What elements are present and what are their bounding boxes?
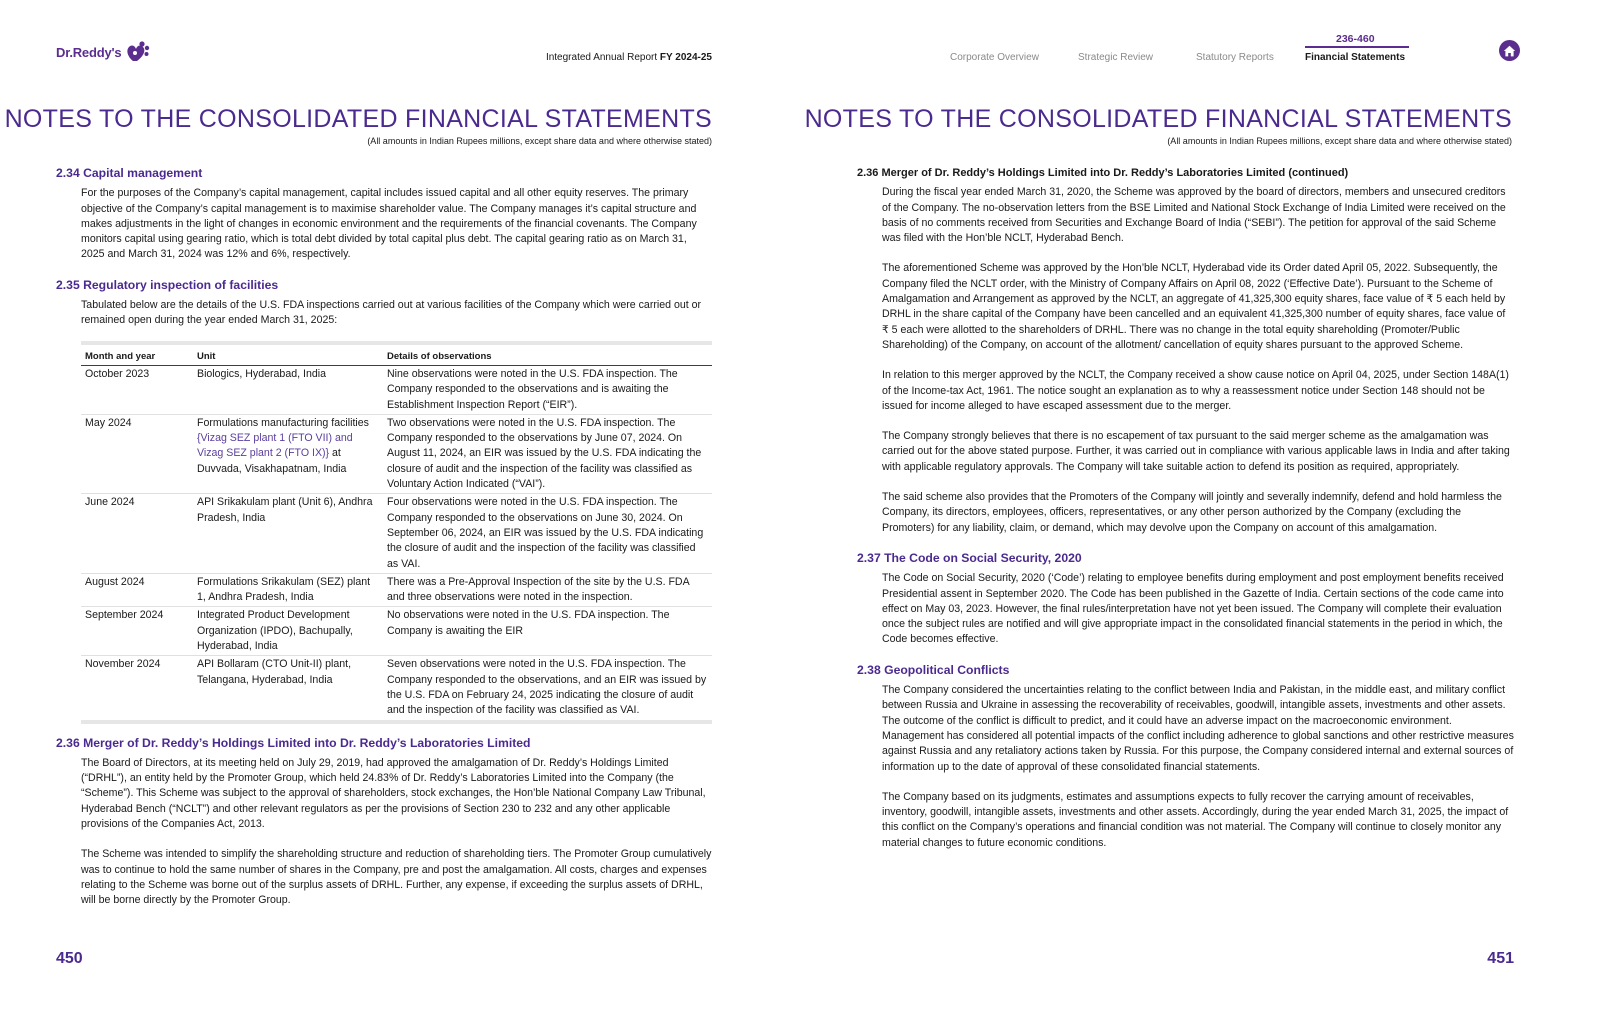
cell-month: October 2023 <box>81 365 193 414</box>
nav-statutory-reports[interactable]: Statutory Reports <box>1196 52 1274 63</box>
home-icon[interactable] <box>1499 40 1520 61</box>
cell-month: September 2024 <box>81 607 193 656</box>
home-glyph-icon <box>1503 45 1516 57</box>
page-heading: NOTES TO THE CONSOLIDATED FINANCIAL STATEMENTS <box>4 105 712 133</box>
table-row <box>81 656 712 720</box>
section-2-37-body: The Code on Social Security, 2020 (‘Code’) relating to employee benefits during employment and post employment benefits received Presidential assent in September 2020. The Code has been published in the Gazette of India. Certain sections of the code came into effect on May 03, 2023. However, the final rules/interpretation have not yet been issued. The Company will complete their evaluation once the subject rules are notified and will give appropriate impact in the consolidated financial statements in the period in which, the Code becomes effective. <box>882 572 1504 646</box>
cell-details: There was a Pre-Approval Inspection of the site by the U.S. FDA and three observations were noted in the inspection. <box>383 573 712 607</box>
table-row <box>81 607 712 656</box>
cell-unit-pre: Formulations manufacturing facilities <box>197 416 369 429</box>
nav-active-page-range: 236-460 <box>1336 33 1375 45</box>
section-2-37-title: 2.37 The Code on Social Security, 2020 <box>857 550 1082 565</box>
section-2-34-body: For the purposes of the Company’s capital management, capital includes issued capital and all other equity reserves. The primary objective of the Company’s capital management is to maximise shareholder value. The Company manages it’s capital structure and makes adjustments in the light of changes in economic environment and the requirements of the financial covenants. The Company monitors capital using gearing ratio, which is total debt divided by total capital plus debt. The capital gearing ratio as on March 31, 2025 and March 31, 2024 was 12% and 6%, respectively. <box>81 187 697 261</box>
cell-unit: API Srikakulam plant (Unit 6), Andhra Pradesh, India <box>193 494 383 573</box>
cell-unit: Biologics, Hyderabad, India <box>193 365 383 414</box>
cell-details: Seven observations were noted in the U.S. FDA inspection. The Company responded to the observations, and an EIR was issued by the U.S. FDA on February 24, 2025 indicating the closure of audit and the inspection of the facility was classified as VAI. <box>387 658 707 717</box>
section-2-36-continued-para-3: In relation to this merger approved by the NCLT, the Company received a show cause notice on April 04, 2025, under Section 148A(1) of the Income-tax Act, 1961. The notice sought an explanation as to why a reassessment notice under Section 148 should not be issued for income alleged to have escaped assessment due to the merger. <box>882 369 1509 412</box>
report-title-prefix: Integrated Annual Report <box>545 52 658 63</box>
cell-unit: Integrated Product Development Organization (IPDO), Bachupally, Hyderabad, India <box>193 607 383 656</box>
section-2-36-continued-title: 2.36 Merger of Dr. Reddy’s Holdings Limited into Dr. Reddy’s Laboratories Limited (continued) <box>857 167 1349 179</box>
section-2-38-para-2: The Company based on its judgments, estimates and assumptions expects to fully recover the carrying amount of receivables, inventory, goodwill, intangible assets, investments and other assets. Accordingly, during the year ended March 31, 2025, the impact of this conflict on the Company’s operations and financial condition was not material. The Company will continue to closely monitor any material changes to future economic conditions. <box>882 790 1509 849</box>
cell-month: June 2024 <box>81 494 193 573</box>
cell-month: November 2024 <box>85 658 161 671</box>
table-row <box>81 414 712 493</box>
amounts-note: (All amounts in Indian Rupees millions, except share data and where otherwise stated) <box>367 136 712 146</box>
section-2-36-continued-para-2: The aforementioned Scheme was approved by the Hon’ble NCLT, Hyderabad vide its Order dated April 05, 2022. Subsequently, the Company filed the NCLT order, with the Ministry of Company Affairs on April 08, 2022 (‘Effective Date’). Pursuant to the Scheme of Amalgamation and Arrangement as approved by the NCLT, an aggregate of 41,325,300 equity shares, face value of ₹ 5 each held by DRHL in the share capital of the Company have been cancelled and an equivalent 41,325,300 number of equity shares, face value of ₹ 5 each were allotted to the shareholders of DRHL. There was no change in the total equity shareholding (Promoter/Public Shareholding) of the Company, on account of the allotment/ cancellation of equity shares pursuant to the approved Scheme. <box>882 262 1506 351</box>
section-2-36-para-2: The Scheme was intended to simplify the shareholding structure and reduction of shareholding tiers. The Promoter Group cumulatively was to continue to hold the same number of shares in the Company, pre and post the amalgamation. All costs, charges and expenses relating to the Scheme was borne out of the surplus assets of DRHL. Further, any expense, if exceeding the surplus assets of DRHL, will be borne directly by the Promoter Group. <box>81 848 712 907</box>
logo-mark-icon <box>124 40 150 64</box>
cell-unit-post: at Duvvada, Visakhapatnam, India <box>197 447 347 475</box>
page-number: 451 <box>1487 950 1514 967</box>
cell-details: No observations were noted in the U.S. FDA inspection. The Company is awaiting the EIR <box>383 607 712 656</box>
cell-unit: Formulations Srikakulam (SEZ) plant 1, Andhra Pradesh, India <box>193 573 383 607</box>
cell-unit <box>193 414 383 493</box>
section-2-36-para-1: The Board of Directors, at its meeting held on July 29, 2019, had approved the amalgamation of Dr. Reddy’s Holdings Limited (“DRHL”), an entity held by the Promoter Group, which held 24.83% of Dr. Reddy’s Laboratories Limited into the Company (the “Scheme”). This Scheme was subject to the approval of shareholders, stock exchanges, the Hon’ble National Company Law Tribunal, Hyderabad Bench (“NCLT”) and other relevant regulators as per the provisions of Section 230 to 232 and any other applicable provisions of the Companies Act, 2013. <box>81 756 706 830</box>
column-header-month: Month and year <box>81 345 193 366</box>
section-2-36-continued-para-4: The Company strongly believes that there is no escapement of tax pursuant to the said merger scheme as the amalgamation was carried out for the above stated purpose. Further, it was carried out in compliance with various applicable laws in India and after taking with applicable regulatory approvals. The Company will take suitable action to defend its position as required, appropriately. <box>882 430 1510 473</box>
section-2-34-title: 2.34 Capital management <box>56 166 203 180</box>
left-content <box>56 166 712 923</box>
page-heading: NOTES TO THE CONSOLIDATED FINANCIAL STATEMENTS <box>804 105 1512 133</box>
fda-inspections-table <box>81 341 712 724</box>
section-2-36-continued-para-5: The said scheme also provides that the Promoters of the Company will jointly and severally indemnify, defend and hold harmless the Company, its directors, employees, officers, representatives, or any other person authorized by the Company (excluding the Promoters) for any liability, claim, or demand, which may devolve upon the Company on account of this amalgamation. <box>882 491 1502 534</box>
nav-strategic-review[interactable]: Strategic Review <box>1078 52 1154 63</box>
section-2-38-title: 2.38 Geopolitical Conflicts <box>857 662 1010 677</box>
cell-month: May 2024 <box>81 414 193 493</box>
company-logo[interactable] <box>56 40 150 64</box>
cell-unit: API Bollaram (CTO Unit-II) plant, Telangana, Hyderabad, India <box>197 658 352 686</box>
table-header-row <box>81 345 712 366</box>
section-nav <box>950 32 1510 72</box>
section-2-36-continued-para-1: During the fiscal year ended March 31, 2020, the Scheme was approved by the board of directors, members and unsecured creditors of the Company. The no-observation letters from the BSE Limited and National Stock Exchange of India Limited were received on the basis of no comments received from Securities and Exchange Board of India (“SEBI”). The petition for approval of the said Scheme was filed with the Hon’ble NCLT, Hyderabad Bench. <box>882 186 1506 245</box>
section-2-35-title: 2.35 Regulatory inspection of facilities <box>56 277 279 292</box>
table-row <box>81 573 712 607</box>
section-2-36-title: 2.36 Merger of Dr. Reddy’s Holdings Limited into Dr. Reddy’s Laboratories Limited <box>56 735 531 750</box>
cell-month: August 2024 <box>81 573 193 607</box>
section-2-35-intro: Tabulated below are the details of the U.S. FDA inspections carried out at various facilities of the Company which were carried out or remained open during the year ended March 31, 2025: <box>81 299 702 327</box>
nav-corporate-overview[interactable]: Corporate Overview <box>950 52 1039 63</box>
column-header-details: Details of observations <box>383 345 712 366</box>
nav-financial-statements[interactable]: Financial Statements <box>1305 52 1406 63</box>
right-page <box>800 0 1600 1012</box>
cell-details: Four observations were noted in the U.S. FDA inspection. The Company responded to the observations on June 30, 2024. On September 06, 2024, an EIR was issued by the U.S. FDA indicating the closure of audit and the inspection of the facility was classified as VAI. <box>383 494 712 573</box>
logo-text: Dr.Reddy's <box>56 44 122 60</box>
cell-details: Nine observations were noted in the U.S. FDA inspection. The Company responded to the observations and is awaiting the Establishment Inspection Report (“EIR”). <box>383 365 712 414</box>
report-title <box>546 52 712 63</box>
report-title-fy: FY 2024-25 <box>659 52 712 63</box>
nav-active-underline <box>1305 46 1409 48</box>
page-number: 450 <box>56 950 83 967</box>
section-2-38-para-1: The Company considered the uncertainties relating to the conflict between India and Pakistan, in the middle east, and military conflict between Russia and Ukraine in assessing the recoverability of receivables, goodwill, intangible assets, investments and other assets. The outcome of the conflict is difficult to predict, and it could have an adverse impact on the macroeconomic environment. Management has considered all potential impacts of the conflict including adherence to global sanctions and other restrictive measures against Russia and any retaliatory actions taken by Russia. For this purpose, the Company considered internal and external sources of information up to the date of approval of these consolidated financial statements. <box>882 684 1514 773</box>
cell-unit-highlight: {Vizag SEZ plant 1 (FTO VII) and Vizag SEZ plant 2 (FTO IX)} <box>197 432 353 460</box>
right-content <box>857 166 1514 866</box>
table-row <box>81 365 712 414</box>
table-row <box>81 494 712 573</box>
cell-details: Two observations were noted in the U.S. FDA inspection. The Company responded to the observations by June 07, 2024. On August 11, 2024, an EIR was issued by the U.S. FDA indicating the closure of audit and the inspection of the facility was classified as Voluntary Action Indicated (“VAI”). <box>383 414 712 493</box>
amounts-note: (All amounts in Indian Rupees millions, except share data and where otherwise stated) <box>1167 136 1512 146</box>
column-header-unit: Unit <box>193 345 383 366</box>
